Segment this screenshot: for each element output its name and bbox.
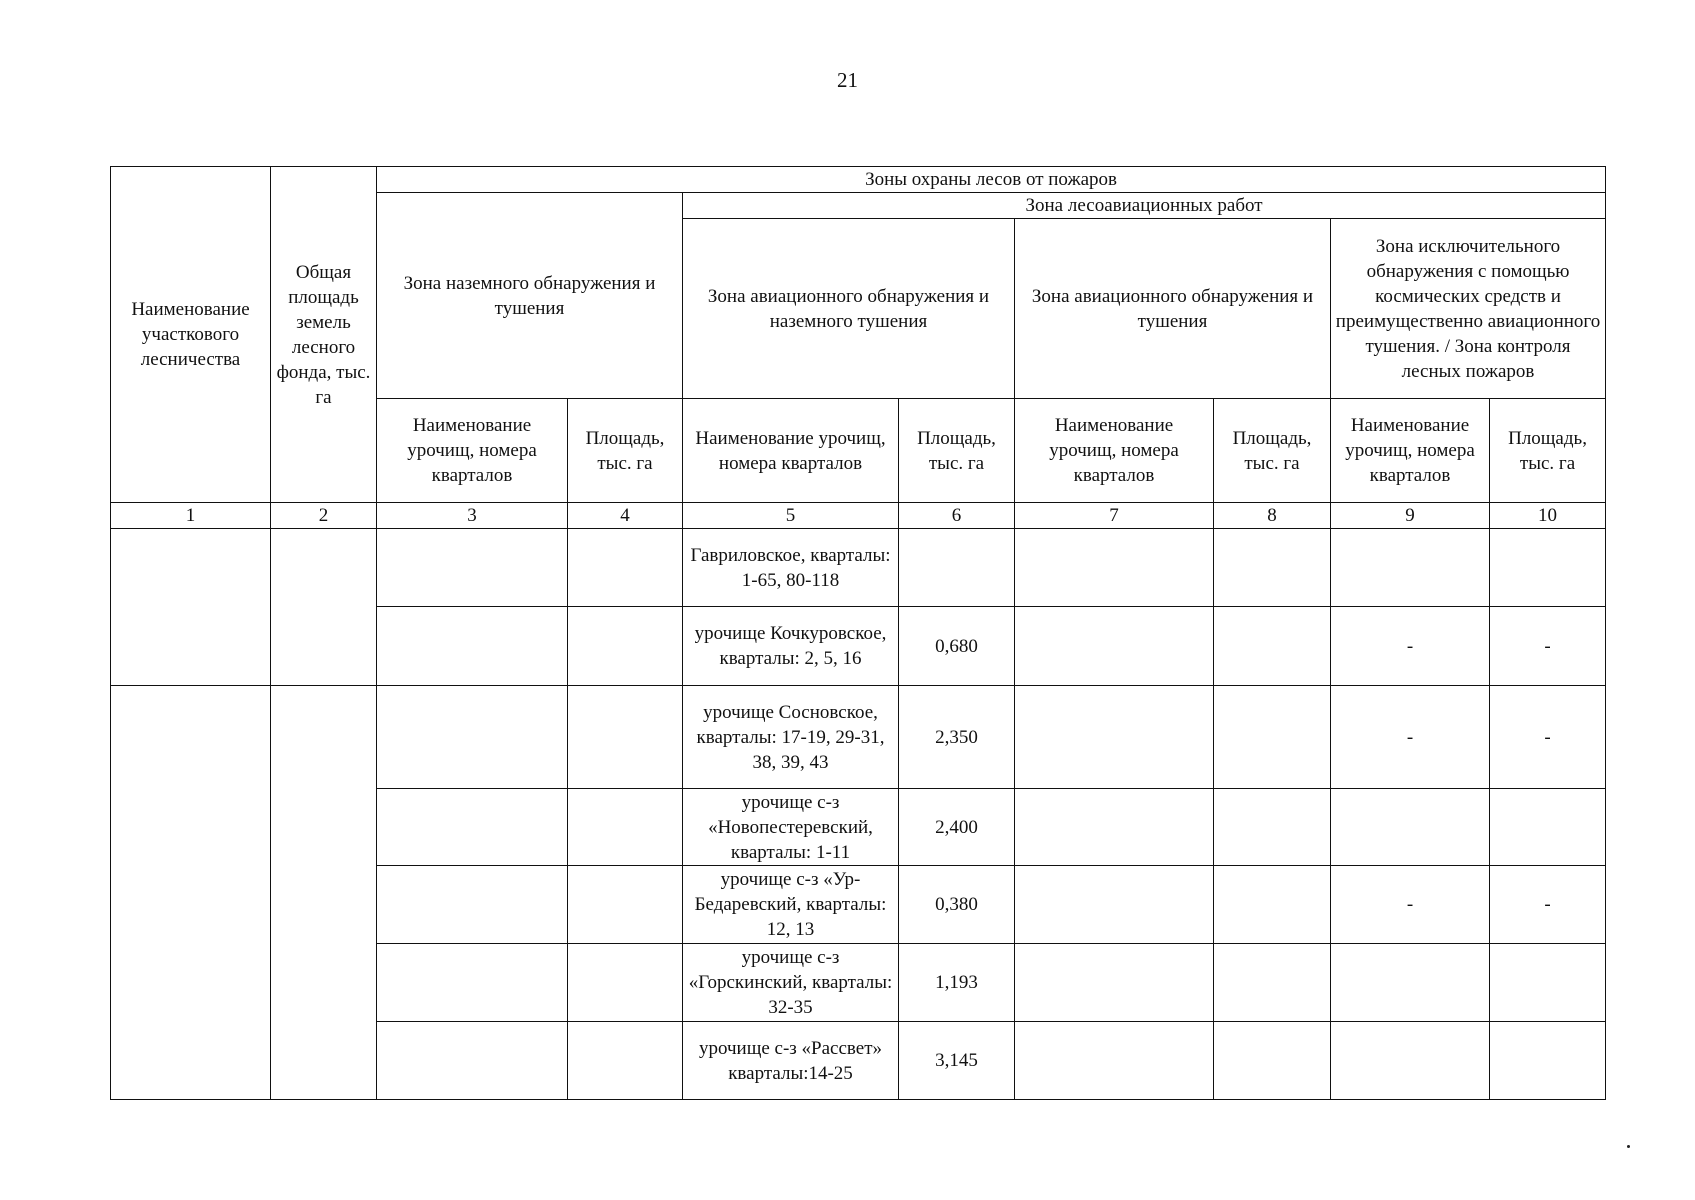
aviation-area-cell <box>1214 789 1331 866</box>
tract-name-cell: урочище Сосновское, кварталы: 17-19, 29-31, 38, 39, 43 <box>683 686 899 789</box>
header-fire-protection-zones: Зоны охраны лесов от пожаров <box>377 167 1606 193</box>
column-number: 3 <box>377 503 568 529</box>
ground-tract-cell <box>377 529 568 607</box>
aviation-tract-cell <box>1015 789 1214 866</box>
aviation-area-cell <box>1214 607 1331 686</box>
area-value-cell: 0,680 <box>899 607 1015 686</box>
ground-tract-cell <box>377 1022 568 1100</box>
header-aviation-works-zone: Зона лесоавиационных работ <box>683 193 1606 219</box>
aviation-tract-cell <box>1015 866 1214 944</box>
header-col4-area: Площадь, тыс. га <box>568 399 683 503</box>
area-value-cell: 3,145 <box>899 1022 1015 1100</box>
scan-dot <box>1627 1145 1630 1148</box>
header-aviation-detection-extinguish: Зона авиационного обнаружения и тушения <box>1015 219 1331 399</box>
total-area-cell <box>271 529 377 686</box>
header-forestry-name: Наименование участкового лесничества <box>111 167 271 503</box>
ground-tract-cell <box>377 866 568 944</box>
header-col7-tract-name: Наименование урочищ, номера кварталов <box>1015 399 1214 503</box>
aviation-area-cell <box>1214 1022 1331 1100</box>
ground-tract-cell <box>377 944 568 1022</box>
space-tract-cell: - <box>1331 866 1490 944</box>
page-number: 21 <box>837 68 858 92</box>
table-row <box>111 686 1606 789</box>
header-col9-tract-name: Наименование урочищ, номера кварталов <box>1331 399 1490 503</box>
ground-tract-cell <box>377 607 568 686</box>
header-col8-area: Площадь, тыс. га <box>1214 399 1331 503</box>
aviation-tract-cell <box>1015 529 1214 607</box>
ground-area-cell <box>568 944 683 1022</box>
space-tract-cell <box>1331 944 1490 1022</box>
space-tract-cell: - <box>1331 607 1490 686</box>
column-number: 4 <box>568 503 683 529</box>
column-number: 5 <box>683 503 899 529</box>
ground-tract-cell <box>377 789 568 866</box>
space-tract-cell <box>1331 1022 1490 1100</box>
space-area-cell <box>1490 789 1606 866</box>
column-number: 6 <box>899 503 1015 529</box>
aviation-area-cell <box>1214 686 1331 789</box>
aviation-tract-cell <box>1015 1022 1214 1100</box>
ground-area-cell <box>568 607 683 686</box>
total-area-cell <box>271 686 377 1100</box>
aviation-area-cell <box>1214 866 1331 944</box>
aviation-tract-cell <box>1015 686 1214 789</box>
column-number: 7 <box>1015 503 1214 529</box>
column-number: 1 <box>111 503 271 529</box>
column-number: 2 <box>271 503 377 529</box>
column-number: 10 <box>1490 503 1606 529</box>
space-area-cell <box>1490 1022 1606 1100</box>
tract-name-cell: урочище с-з «Ур-Бедаревский, кварталы: 12, 13 <box>683 866 899 944</box>
fire-zones-table <box>110 166 1606 1100</box>
area-value-cell <box>899 529 1015 607</box>
header-aviation-detection-ground-extinguish: Зона авиационного обнаружения и наземного тушения <box>683 219 1015 399</box>
ground-tract-cell <box>377 686 568 789</box>
space-area-cell <box>1490 529 1606 607</box>
column-numbers-row <box>111 503 1606 529</box>
tract-name-cell: Гавриловское, кварталы: 1-65, 80-118 <box>683 529 899 607</box>
header-col5-tract-name: Наименование урочищ, номера кварталов <box>683 399 899 503</box>
tract-name-cell: урочище с-з «Новопестеревский, кварталы: 1-11 <box>683 789 899 866</box>
tract-name-cell: урочище Кочкуровское, кварталы: 2, 5, 16 <box>683 607 899 686</box>
header-col6-area: Площадь, тыс. га <box>899 399 1015 503</box>
forestry-name-cell <box>111 686 271 1100</box>
ground-area-cell <box>568 529 683 607</box>
table-row <box>111 529 1606 607</box>
area-value-cell: 0,380 <box>899 866 1015 944</box>
tract-name-cell: урочище с-з «Рассвет» кварталы:14-25 <box>683 1022 899 1100</box>
ground-area-cell <box>568 686 683 789</box>
forestry-name-cell <box>111 529 271 686</box>
area-value-cell: 2,400 <box>899 789 1015 866</box>
header-col10-area: Площадь, тыс. га <box>1490 399 1606 503</box>
aviation-area-cell <box>1214 529 1331 607</box>
header-total-area: Общая площадь земель лесного фонда, тыс. га <box>271 167 377 503</box>
area-value-cell: 1,193 <box>899 944 1015 1022</box>
space-area-cell: - <box>1490 866 1606 944</box>
tract-name-cell: урочище с-з «Горскинский, кварталы: 32-35 <box>683 944 899 1022</box>
column-number: 9 <box>1331 503 1490 529</box>
header-col3-tract-name: Наименование урочищ, номера кварталов <box>377 399 568 503</box>
ground-area-cell <box>568 866 683 944</box>
space-tract-cell <box>1331 529 1490 607</box>
ground-area-cell <box>568 1022 683 1100</box>
aviation-area-cell <box>1214 944 1331 1022</box>
aviation-tract-cell <box>1015 607 1214 686</box>
space-area-cell: - <box>1490 686 1606 789</box>
space-tract-cell: - <box>1331 686 1490 789</box>
space-tract-cell <box>1331 789 1490 866</box>
ground-area-cell <box>568 789 683 866</box>
aviation-tract-cell <box>1015 944 1214 1022</box>
header-ground-zone: Зона наземного обнаружения и тушения <box>377 193 683 399</box>
header-space-detection-zone: Зона исключительного обнаружения с помощью космических средств и преимущественно авиационного тушения. / Зона контроля лесных пожаров <box>1331 219 1606 399</box>
column-number: 8 <box>1214 503 1331 529</box>
header-row-1 <box>111 167 1606 193</box>
space-area-cell <box>1490 944 1606 1022</box>
area-value-cell: 2,350 <box>899 686 1015 789</box>
space-area-cell: - <box>1490 607 1606 686</box>
